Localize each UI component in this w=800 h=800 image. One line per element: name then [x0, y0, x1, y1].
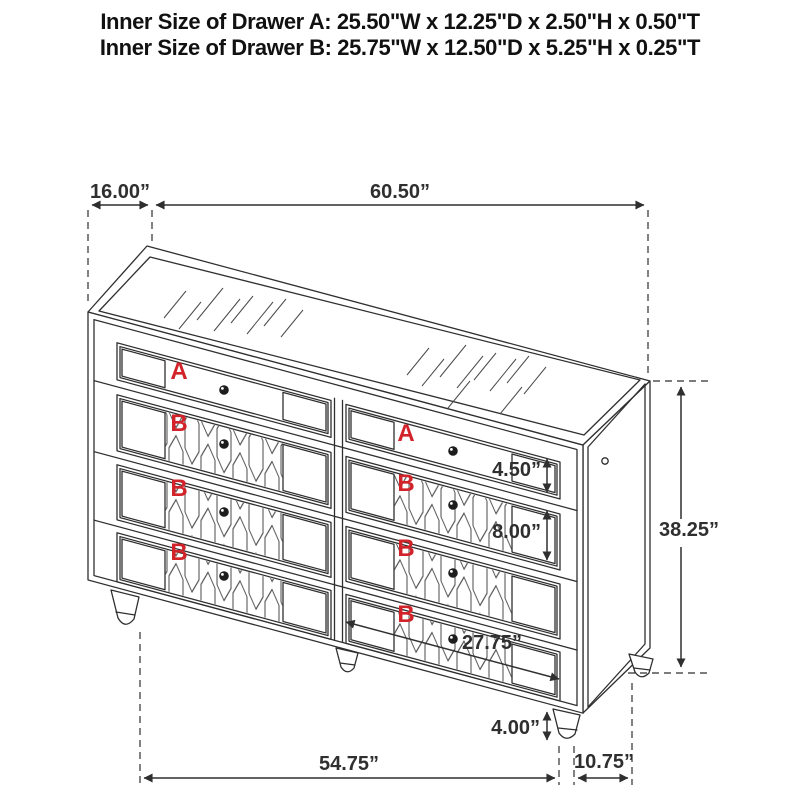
- title-drawer-a-size: Inner Size of Drawer A: 25.50"W x 12.25"D x 2.50"H x 0.50"T: [100, 9, 700, 34]
- drawer-label-b: B: [170, 539, 188, 566]
- dim-label-drawer-a-height: 4.50”: [492, 459, 541, 481]
- drawer-knob: [219, 571, 229, 581]
- drawer-label-a: A: [170, 358, 188, 385]
- dim-label-leg-height: 4.00”: [491, 717, 540, 739]
- drawer-knob: [219, 439, 229, 449]
- drawer-label-b: B: [170, 410, 188, 437]
- drawer-label-a: A: [397, 420, 415, 447]
- dim-label-front-leg-span: 54.75”: [318, 753, 380, 775]
- dim-label-top-depth: 16.00”: [89, 181, 151, 203]
- drawer-knob: [219, 385, 229, 395]
- drawer-label-b: B: [170, 475, 188, 502]
- drawer-knob: [448, 500, 458, 510]
- dresser-drawing: [88, 246, 653, 738]
- drawer-knob: [448, 634, 458, 644]
- dim-label-drawer-b-height: 8.00”: [492, 521, 541, 543]
- drawer-knob: [448, 568, 458, 578]
- dim-label-side-leg-span: 10.75”: [573, 751, 635, 773]
- dim-label-top-width: 60.50”: [369, 181, 431, 203]
- drawer-label-b: B: [397, 601, 415, 628]
- front-right-leg: [553, 709, 580, 738]
- drawer-label-b: B: [397, 535, 415, 562]
- drawer-knob: [219, 507, 229, 517]
- title-drawer-b-size: Inner Size of Drawer B: 25.75"W x 12.50"D x 5.25"H x 0.25"T: [99, 35, 701, 60]
- front-left-leg: [111, 590, 139, 624]
- dim-label-overall-height: 38.25”: [658, 519, 720, 541]
- drawer-knob: [448, 446, 458, 456]
- drawer-label-b: B: [397, 470, 415, 497]
- dim-label-drawer-width: 27.75”: [461, 632, 523, 654]
